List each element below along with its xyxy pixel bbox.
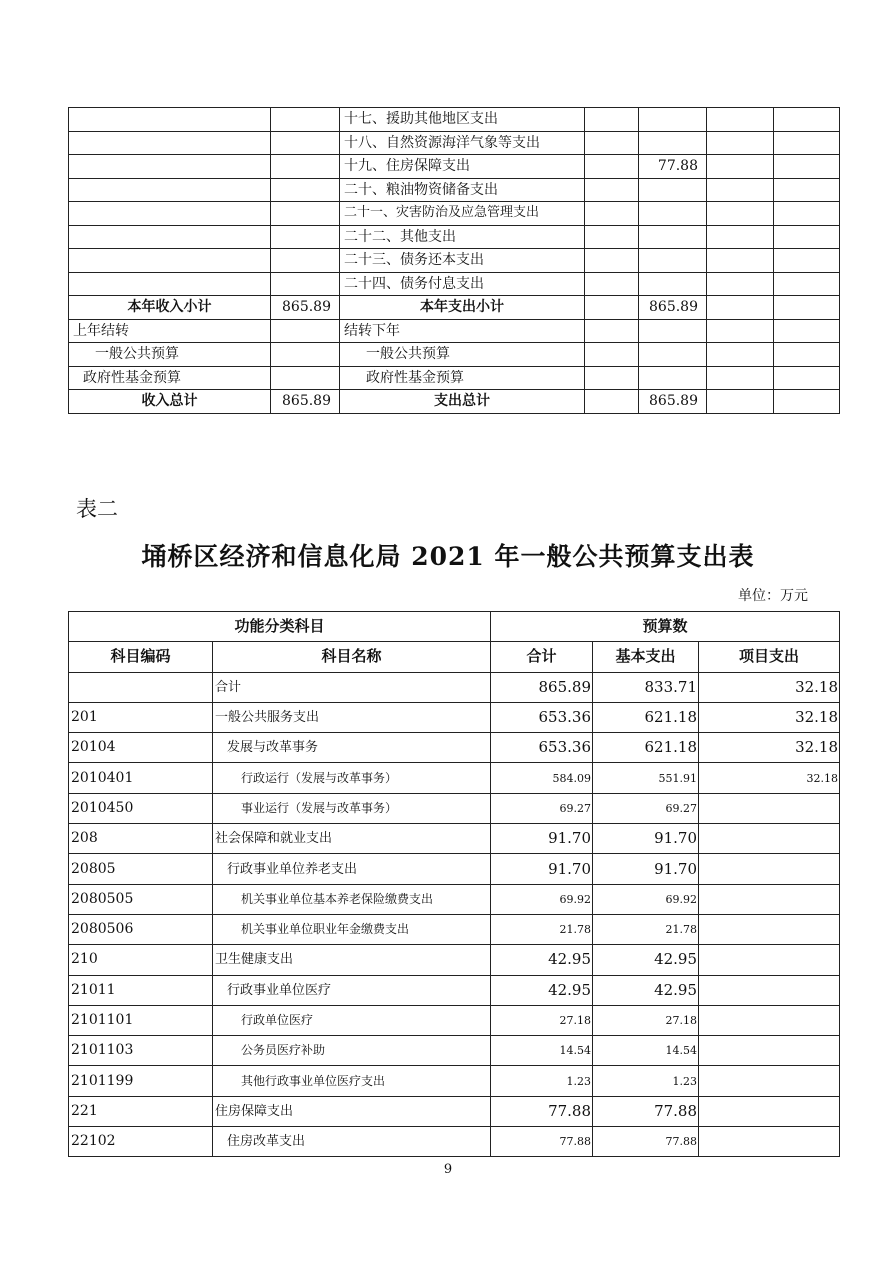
table-row: 208 社会保障和就业支出 91.70 91.70	[69, 824, 840, 854]
header-code: 科目编码	[69, 642, 213, 672]
header-basic: 基本支出	[593, 642, 699, 672]
header-row	[69, 642, 840, 672]
table-row: 十九、住房保障支出 77.88	[69, 155, 840, 179]
table-row: 合计 865.89 833.71 32.18	[69, 672, 840, 702]
table-row: 二十二、其他支出	[69, 225, 840, 249]
expense-total-label: 支出总计	[340, 390, 585, 414]
table-row: 21011 行政事业单位医疗 42.95 42.95	[69, 975, 840, 1005]
page-number: 9	[443, 1162, 453, 1177]
table-row: 十八、自然资源海洋气象等支出	[69, 131, 840, 155]
table-row: 2101199 其他行政事业单位医疗支出 1.23 1.23	[69, 1066, 840, 1096]
table-row: 二十四、债务付息支出	[69, 272, 840, 296]
table-row: 221 住房保障支出 77.88 77.88	[69, 1096, 840, 1126]
general-budget-row: 一般公共预算 一般公共预算	[69, 343, 840, 367]
header-budget: 预算数	[491, 612, 840, 642]
table-row: 2010450 事业运行（发展与改革事务） 69.27 69.27	[69, 793, 840, 823]
income-total-label: 收入总计	[69, 390, 271, 414]
table-row: 二十一、灾害防治及应急管理支出	[69, 202, 840, 226]
expense-total-value: 865.89	[639, 390, 707, 414]
header-functional: 功能分类科目	[69, 612, 491, 642]
unit-label: 单位：万元	[738, 588, 808, 604]
income-expense-table	[68, 107, 840, 414]
income-subtotal-value: 865.89	[271, 296, 340, 320]
expense-subtotal-value: 865.89	[639, 296, 707, 320]
table-row: 二十、粮油物资储备支出	[69, 178, 840, 202]
header-project: 项目支出	[699, 642, 840, 672]
prev-carry-label: 上年结转	[69, 319, 271, 343]
header-row	[69, 612, 840, 642]
table-row: 2010401 行政运行（发展与改革事务） 584.09 551.91 32.18	[69, 763, 840, 793]
fund-budget-row: 政府性基金预算 政府性基金预算	[69, 366, 840, 390]
general-budget-expense-table	[68, 611, 840, 1157]
next-carry-label: 结转下年	[340, 319, 585, 343]
page-title: 埇桥区经济和信息化局 2021 年一般公共预算支出表	[141, 542, 755, 571]
total-row	[69, 390, 840, 414]
table-row: 201 一般公共服务支出 653.36 621.18 32.18	[69, 702, 840, 732]
table-row: 2080506 机关事业单位职业年金缴费支出 21.78 21.78	[69, 914, 840, 944]
table-row: 2101101 行政单位医疗 27.18 27.18	[69, 1005, 840, 1035]
table-row: 十七、援助其他地区支出	[69, 108, 840, 132]
income-total-value: 865.89	[271, 390, 340, 414]
carry-row	[69, 319, 840, 343]
expense-subtotal-label: 本年支出小计	[340, 296, 585, 320]
table-row: 20805 行政事业单位养老支出 91.70 91.70	[69, 854, 840, 884]
table-row: 2101103 公务员医疗补助 14.54 14.54	[69, 1036, 840, 1066]
table-label: 表二	[76, 497, 118, 521]
income-subtotal-label: 本年收入小计	[69, 296, 271, 320]
header-total: 合计	[491, 642, 593, 672]
table-row: 20104 发展与改革事务 653.36 621.18 32.18	[69, 733, 840, 763]
subtotal-row	[69, 296, 840, 320]
table-row: 2080505 机关事业单位基本养老保险缴费支出 69.92 69.92	[69, 884, 840, 914]
table-row: 210 卫生健康支出 42.95 42.95	[69, 945, 840, 975]
header-name: 科目名称	[213, 642, 491, 672]
table-row: 二十三、债务还本支出	[69, 249, 840, 273]
table-row: 22102 住房改革支出 77.88 77.88	[69, 1127, 840, 1157]
